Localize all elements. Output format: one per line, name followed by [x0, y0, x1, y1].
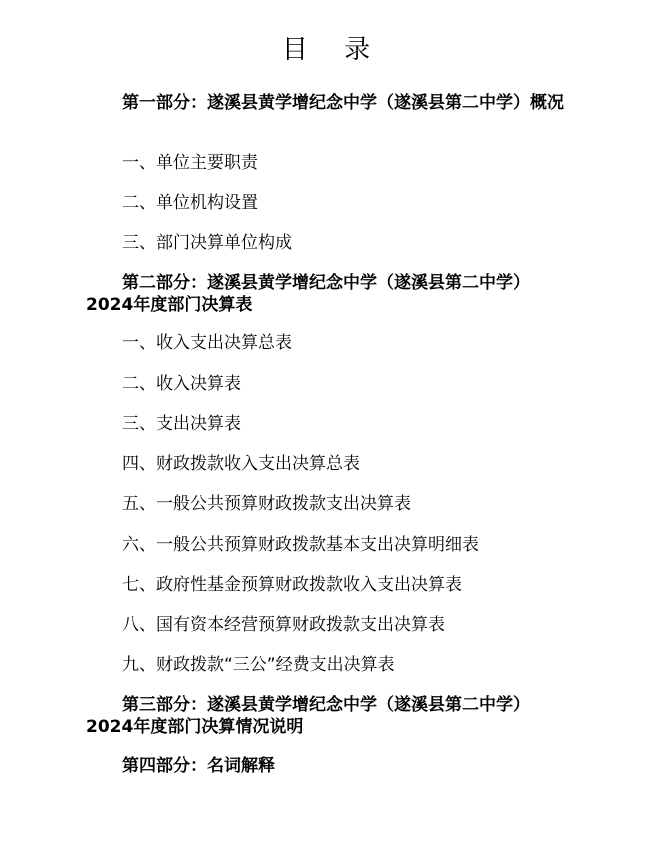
part2-item-7: 七、政府性基金预算财政拨款收入支出决算表: [122, 575, 462, 595]
part4-heading: 第四部分：名词解释: [122, 756, 275, 776]
part1-item-2: 二、单位机构设置: [122, 193, 258, 213]
part1-heading: 第一部分：遂溪县黄学增纪念中学（遂溪县第二中学）概况: [122, 93, 564, 113]
part2-item-6: 六、一般公共预算财政拨款基本支出决算明细表: [122, 535, 479, 555]
part2-item-2: 二、收入决算表: [122, 374, 241, 394]
part2-item-1: 一、收入支出决算总表: [122, 333, 292, 353]
part3-heading: 第三部分：遂溪县黄学增纪念中学（遂溪县第二中学）2024年度部门决算情况说明: [86, 695, 530, 737]
part2-item-5: 五、一般公共预算财政拨款支出决算表: [122, 494, 411, 514]
part1-item-1: 一、单位主要职责: [122, 153, 258, 173]
part1-item-3: 三、部门决算单位构成: [122, 233, 292, 253]
part2-item-9: 九、财政拨款“三公”经费支出决算表: [122, 655, 395, 675]
part2-item-8: 八、国有资本经营预算财政拨款支出决算表: [122, 615, 445, 635]
page-title: 目 录: [281, 35, 385, 65]
part2-item-4: 四、财政拨款收入支出决算总表: [122, 454, 360, 474]
part2-heading: 第二部分：遂溪县黄学增纪念中学（遂溪县第二中学）2024年度部门决算表: [86, 273, 530, 315]
part2-item-3: 三、支出决算表: [122, 414, 241, 434]
